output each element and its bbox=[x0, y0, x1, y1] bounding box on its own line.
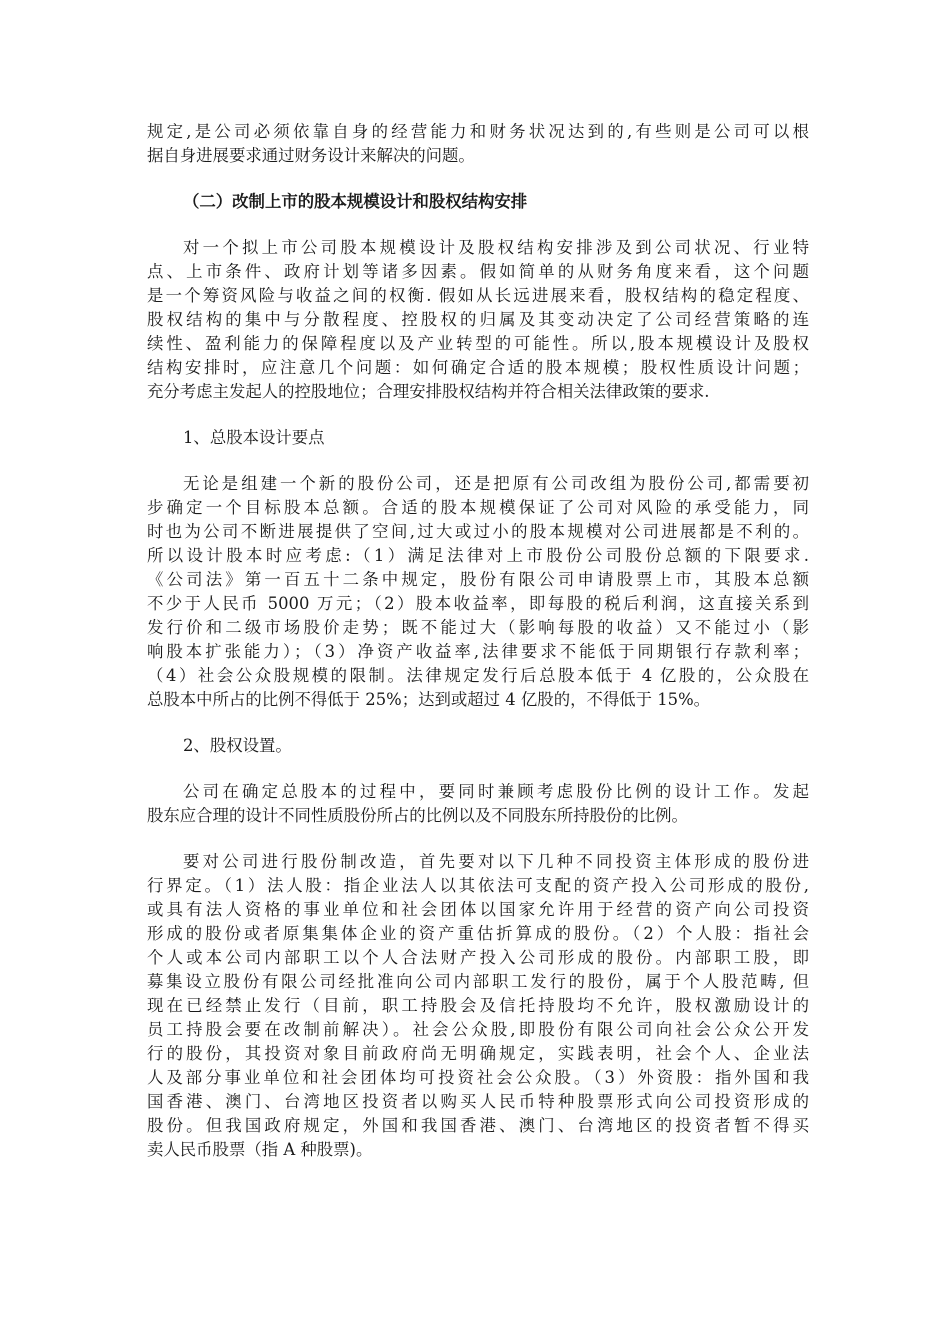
text-line: 公司在确定总股本的过程中，要同时兼顾考虑股份比例的设计工作。发起 bbox=[183, 782, 809, 801]
text-line: 股份。但我国政府规定，外国和我国香港、澳门、台湾地区的投资者暂不得买 bbox=[147, 1116, 809, 1135]
text-line: 要对公司进行股份制改造，首先要对以下几种不同投资主体形成的股份进 bbox=[183, 852, 809, 871]
text-line: 员工持股会要在改制前解决）。社会公众股,即股份有限公司向社会公众公开发 bbox=[147, 1020, 809, 1039]
text-line: 据自身进展要求通过财务设计来解决的问题。 bbox=[147, 146, 475, 165]
text-line: 所以设计股本时应考虑:（1）满足法律对上市股份公司股份总额的下限要求. bbox=[147, 546, 809, 565]
text-line: 无论是组建一个新的股份公司，还是把原有公司改组为股份公司,都需要初 bbox=[183, 474, 809, 493]
text-line: 对一个拟上市公司股本规模设计及股权结构安排涉及到公司状况、行业特 bbox=[183, 238, 809, 257]
text-line: 卖人民币股票（指 A 种股票)。 bbox=[147, 1140, 373, 1159]
text-line: 《公司法》第一百五十二条中规定，股份有限公司申请股票上市，其股本总额 bbox=[147, 570, 809, 589]
text-line: 是一个筹资风险与收益之间的权衡. 假如从长远进展来看，股权结构的稳定程度、 bbox=[147, 286, 809, 305]
text-line: 续性、盈利能力的保障程度以及产业转型的可能性。所以,股本规模设计及股权 bbox=[147, 334, 809, 353]
text-line: 股权结构的集中与分散程度、控股权的归属及其变动决定了公司经营策略的连 bbox=[147, 310, 809, 329]
text-line: （4）社会公众股规模的限制。法律规定发行后总股本低于 4 亿股的，公众股在 bbox=[147, 666, 809, 685]
text-line: 募集设立股份有限公司经批准向公司内部职工发行的股份，属于个人股范畴, 但 bbox=[147, 972, 809, 991]
paragraph-continuation bbox=[147, 120, 809, 168]
document-page bbox=[147, 120, 809, 1184]
text-line: 国香港、澳门、台湾地区投资者以购买人民币特种股票形式向公司投资形成的 bbox=[147, 1092, 809, 1111]
text-line: 结构安排时，应注意几个问题：如何确定合适的股本规模；股权性质设计问题； bbox=[147, 358, 809, 377]
text-line: 点、上市条件、政府计划等诸多因素。假如简单的从财务角度来看，这个问题 bbox=[147, 262, 809, 281]
subsection-heading-total-capital: 1、总股本设计要点 bbox=[183, 428, 325, 447]
text-line: 行的股份，其投资对象目前政府尚无明确规定，实践表明，社会个人、企业法 bbox=[147, 1044, 809, 1063]
text-line: 人及部分事业单位和社会团体均可投资社会公众股。（3）外资股：指外国和我 bbox=[147, 1068, 809, 1087]
text-line: 总股本中所占的比例不得低于 25%；达到或超过 4 亿股的，不得低于 15%。 bbox=[147, 690, 711, 709]
paragraph-total-capital bbox=[147, 472, 809, 712]
text-line: 不少于人民币 5000 万元；（2）股本收益率，即每股的税后利润，这直接关系到 bbox=[147, 594, 809, 613]
paragraph-intro bbox=[147, 236, 809, 404]
text-line: 个人或本公司内部职工以个人合法财产投入公司形成的股份。内部职工股，即 bbox=[147, 948, 809, 967]
text-line: 或具有法人资格的事业单位和社会团体以国家允许用于经营的资产向公司投资 bbox=[147, 900, 809, 919]
text-line: 形成的股份或者原集集体企业的资产重估折算成的股份。（2）个人股：指社会 bbox=[147, 924, 809, 943]
subsection-heading-equity-setup: 2、股权设置。 bbox=[183, 736, 292, 755]
text-line: 发行价和二级市场股价走势；既不能过大（影响每股的收益）又不能过小（影 bbox=[147, 618, 809, 637]
paragraph-share-types bbox=[147, 850, 809, 1162]
text-line: 时也为公司不断进展提供了空间,过大或过小的股本规模对公司进展都是不利的。 bbox=[147, 522, 809, 541]
paragraph-equity-ratio bbox=[147, 780, 809, 828]
text-line: 充分考虑主发起人的控股地位；合理安排股权结构并符合相关法律政策的要求. bbox=[147, 382, 710, 401]
text-line: 行界定。（1）法人股：指企业法人以其依法可支配的资产投入公司形成的股份, bbox=[147, 876, 809, 895]
text-line: 股东应合理的设计不同性质股份所占的比例以及不同股东所持股份的比例。 bbox=[147, 806, 688, 825]
text-line: 步确定一个目标股本总额。合适的股本规模保证了公司对风险的承受能力，同 bbox=[147, 498, 809, 517]
text-line: 规定,是公司必须依靠自身的经营能力和财务状况达到的,有些则是公司可以根 bbox=[147, 122, 809, 141]
text-line: 现在已经禁止发行（目前，职工持股会及信托持股均不允许，股权激励设计的 bbox=[147, 996, 809, 1015]
text-line: 响股本扩张能力）；（3）净资产收益率,法律要求不能低于同期银行存款利率； bbox=[147, 642, 809, 661]
section-heading: （二）改制上市的股本规模设计和股权结构安排 bbox=[183, 192, 528, 211]
